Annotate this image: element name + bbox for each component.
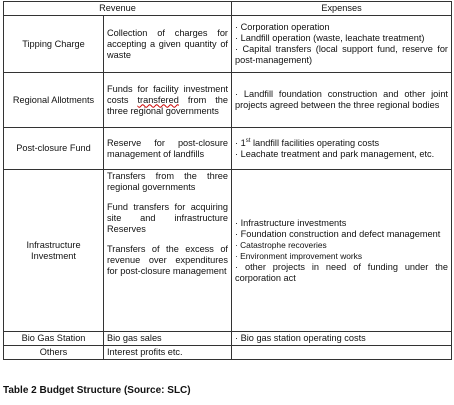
expenses-cell: · Bio gas station operating costs [232,332,452,346]
category-cell: Infrastructure Investment [4,170,104,332]
table-row [4,332,452,346]
table-row [4,128,452,170]
expense-item: · Infrastructure investments [235,217,347,228]
expenses-cell [232,16,452,73]
expense-item: · other projects in need of funding under the corporation act [235,261,448,283]
expense-item: · 1st landfill facilities operating costs [235,137,380,148]
expense-item: · Corporation operation [235,22,330,32]
expense-item: · Landfill operation (waste, leachate treatment) [235,33,425,43]
revenue-text: from the three regional governments [107,94,228,116]
revenue-cell [104,170,232,332]
revenue-cell: Reserve for post-closure management of landfills [104,128,232,170]
misspelled-word: transfered [137,94,179,105]
table-row [4,346,452,360]
expense-item: · Foundation construction and defect management [235,228,441,239]
revenue-cell: Collection of charges for accepting a given quantity of waste [104,16,232,73]
expenses-cell [232,346,452,360]
revenue-header: Revenue [4,2,232,16]
expenses-header: Expenses [232,2,452,16]
category-cell: Bio Gas Station [4,332,104,346]
budget-structure-table [3,1,452,360]
table-caption: Table 2 Budget Structure (Source: SLC) [3,385,191,396]
revenue-item: Fund transfers for acquiring site and infrastructure Reserves [107,202,228,234]
category-cell: Others [4,346,104,360]
revenue-cell: Interest profits etc. [104,346,232,360]
table-header-row [4,2,452,16]
revenue-cell [104,73,232,128]
expenses-cell: · Landfill foundation construction and other joint projects agreed between the three regional bodies [232,73,452,128]
expense-item: · Catastrophe recoveries [235,239,327,250]
revenue-cell: Bio gas sales [104,332,232,346]
category-cell: Post-closure Fund [4,128,104,170]
expense-item: · Leachate treatment and park management, etc. [235,148,435,159]
revenue-item: Transfers of the excess of revenue over expenditures for post-closure management [107,244,228,276]
expense-item: · Environment improvement works [235,250,363,261]
category-cell: Regional Allotments [4,73,104,128]
revenue-text: Funds for facility investment costs [107,83,228,105]
expenses-cell [232,128,452,170]
table-row [4,170,452,332]
expense-item: · Capital transfers (local support fund, reserve for post-management) [235,44,448,65]
category-cell: Tipping Charge [4,16,104,73]
expenses-cell [232,170,452,332]
table-row [4,16,452,73]
table-row [4,73,452,128]
revenue-item: Transfers from the three regional governments [107,171,228,192]
